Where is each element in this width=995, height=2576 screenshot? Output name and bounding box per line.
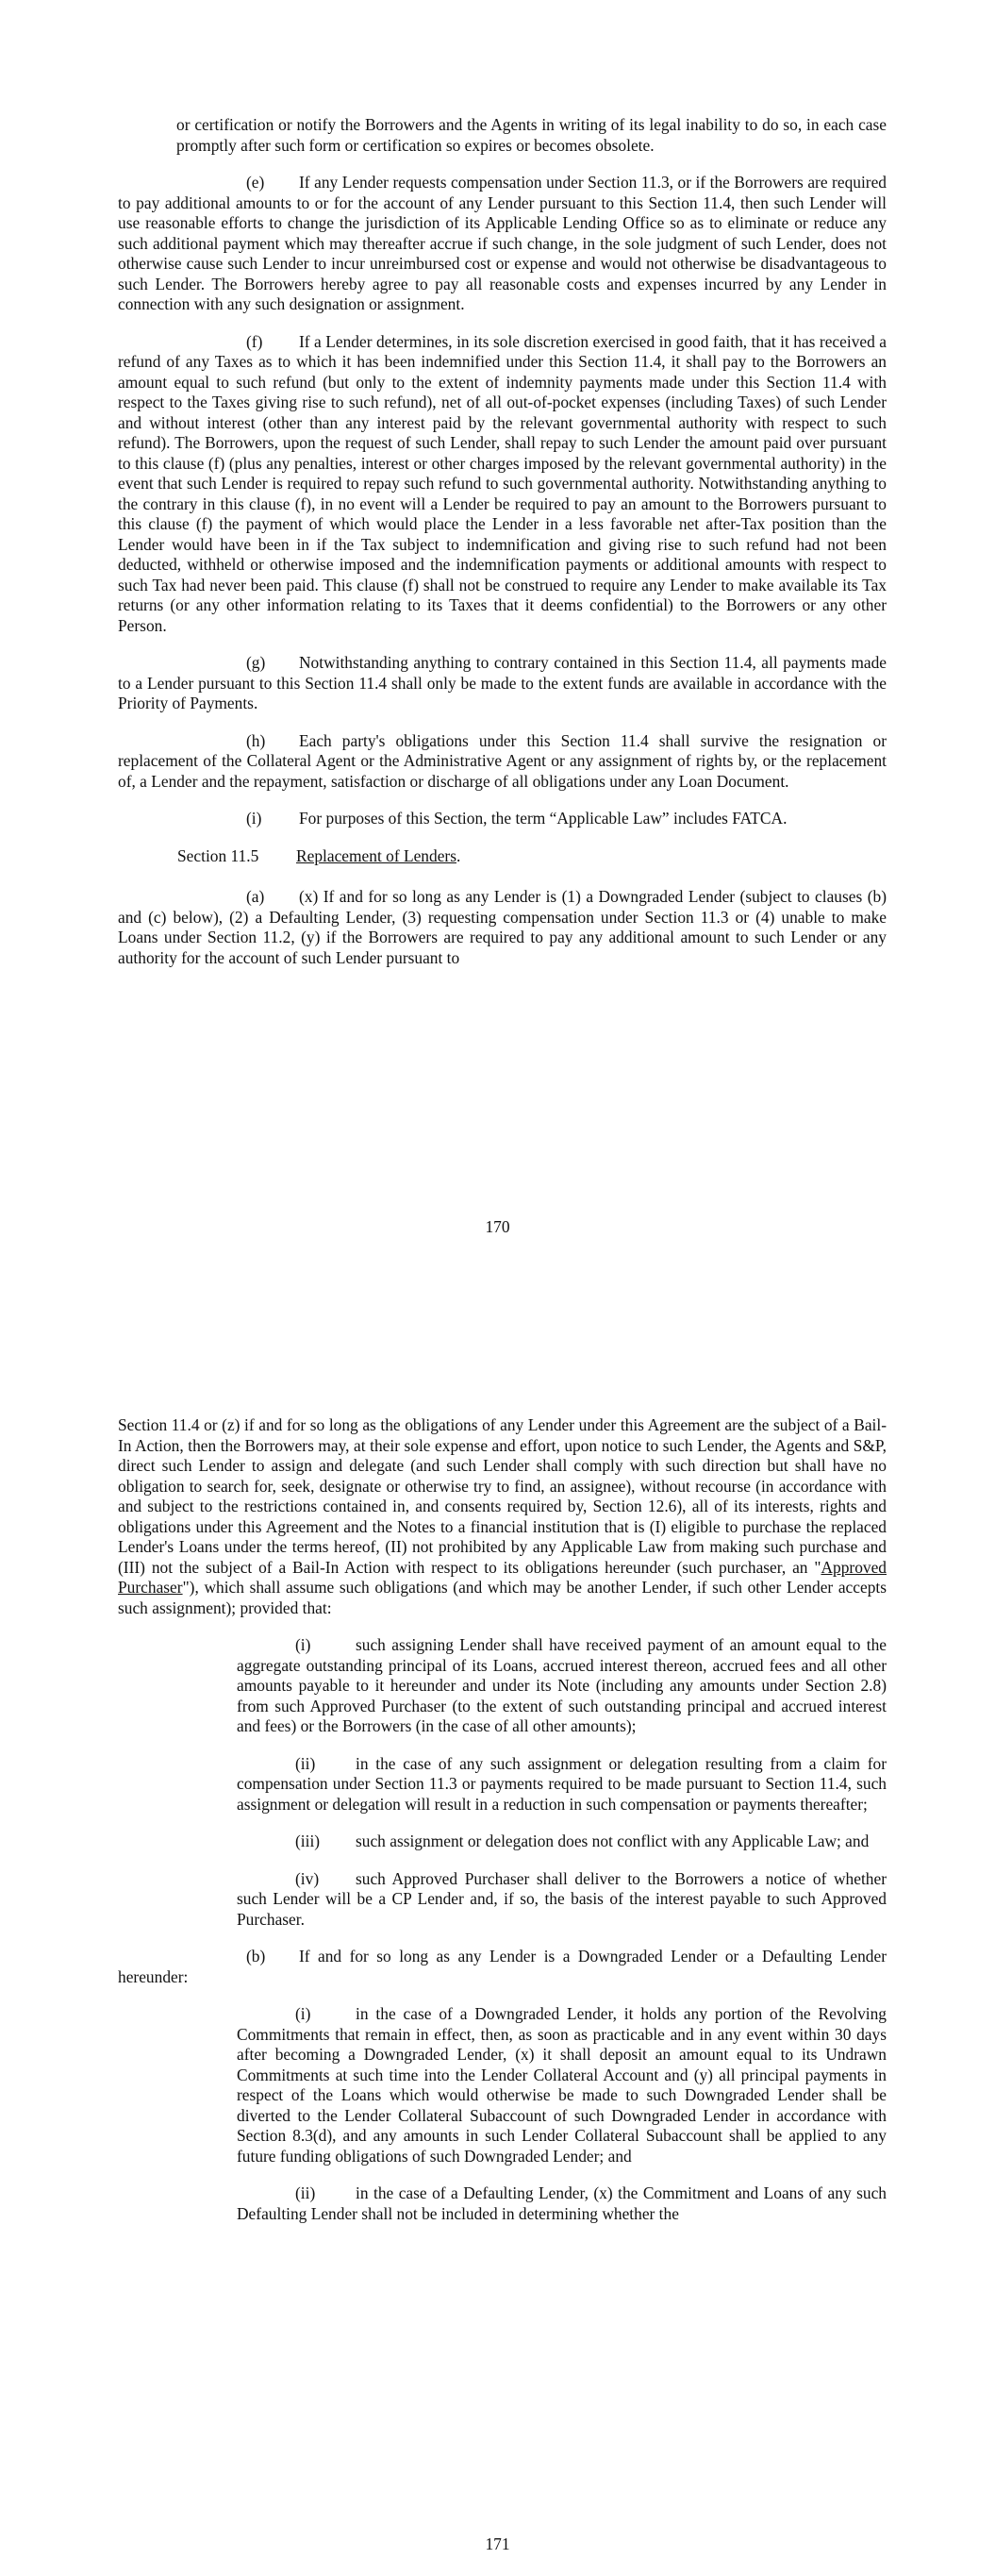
paragraph-label: (g) (246, 653, 266, 672)
subparagraph-text: such assignment or delegation does not conflict with any Applicable Law; and (356, 1832, 870, 1850)
paragraph-label: (e) (246, 173, 265, 192)
subparagraph-text: such assigning Lender shall have received payment of an amount equal to the aggregate outstanding principal of its Loans, accrued interest thereon, accrued fees and all other amounts payable to it hereunder and under its Note (including any amounts under Section 2.8) from such Approved Purchaser (to the extent of such outstanding principal and accrued interest and fees) or the Borrowers (in the case of all other amounts); (237, 1635, 887, 1735)
subparagraph-text: such Approved Purchaser shall deliver to the Borrowers a notice of whether such Lender will be a CP Lender and, if so, the basis of the interest payable to such Approved Purchaser. (237, 1868, 887, 1929)
subparagraph-ii (237, 2183, 887, 2224)
paragraph-b (118, 1947, 887, 1987)
subparagraph-ii (237, 1754, 887, 1815)
paragraph-text: Notwithstanding anything to contrary contained in this Section 11.4, all payments made to a Lender pursuant to this Section 11.4 shall only be made to the extent funds are available in accordance with the Priority of Payments. (118, 653, 887, 712)
subparagraph-label: (ii) (295, 2183, 316, 2202)
paragraph-g (118, 653, 887, 714)
subparagraph-label: (ii) (295, 1753, 316, 1773)
paragraph-i (118, 809, 887, 829)
continuation-paragraph: or certification or notify the Borrowers and the Agents in writing of its legal inability to do so, in each case promptly after such form or certification so expires or becomes obsolete. (176, 115, 887, 155)
paragraph-label: (i) (246, 809, 262, 828)
defined-term: Approved Purchaser (118, 1557, 887, 1597)
paragraph-text: If any Lender requests compensation under Section 11.3, or if the Borrowers are required to pay additional amounts to or for the account of any Lender pursuant to this Section 11.4, then such Lender will use reasonable efforts to change the jurisdiction of its Applicable Lending Office so as to eliminate or reduce any such additional payment which may thereafter accrue if such change, in the sole judgment of such Lender, does not otherwise cause such Lender to incur unreimbursed cost or expense and would not otherwise be disadvantageous to such Lender. The Borrowers hereby agree to pay all reasonable costs and expenses incurred by any Lender in connection with any such designation or assignment. (118, 173, 887, 313)
page-170 (0, 0, 995, 1264)
paragraph-text: For purposes of this Section, the term “Applicable Law” includes FATCA. (299, 809, 788, 828)
subparagraph-label: (iii) (295, 1832, 321, 1850)
paragraph-label: (b) (246, 1947, 266, 1965)
paragraph-f (118, 332, 887, 637)
subparagraph-label: (i) (295, 1635, 311, 1654)
page-171 (0, 1264, 995, 2576)
page-170-body (118, 115, 887, 985)
subparagraph-text: in the case of any such assignment or delegation resulting from a claim for compensation under Section 11.3 or payments required to be made pursuant to Section 11.4, such assignment or delegation will result in a reduction in such compensation or payments thereafter; (237, 1753, 887, 1814)
paragraph-label: (h) (246, 730, 266, 750)
paragraph-a (118, 887, 887, 968)
page-171-body (118, 1415, 887, 2241)
page-number: 170 (485, 1217, 510, 1236)
subparagraph-i (237, 2004, 887, 2166)
section-title-period: . (456, 845, 461, 865)
paragraph-label: (f) (246, 331, 263, 351)
paragraph-text: If and for so long as any Lender is a Downgraded Lender or a Defaulting Lender hereunder: (118, 1947, 887, 1986)
section-title: Replacement of Lenders (296, 845, 456, 865)
section-number: Section 11.5 (177, 845, 259, 865)
subparagraph-label: (i) (295, 2004, 311, 2023)
section-heading (118, 846, 887, 867)
paragraph-label: (a) (246, 887, 265, 906)
paragraph-text: (x) If and for so long as any Lender is (1) a Downgraded Lender (subject to clauses (b) and (c) below), (2) a Defaulting Lender, (3) requesting compensation under Section 11.3 or (4) unable to make Loans under Section 11.2, (y) if the Borrowers are required to pay any additional amount to such Lender or any authority for the account of such Lender pursuant to (118, 887, 887, 967)
page-number: 171 (485, 2534, 510, 2553)
subparagraph-text: in the case of a Defaulting Lender, (x) the Commitment and Loans of any such Defaulting Lender shall not be included in determining whether the (237, 2183, 887, 2223)
subparagraph-label: (iv) (295, 1868, 320, 1888)
paragraph-text: "), which shall assume such obligations (and which may be another Lender, if such other Lender accepts such assignment); provided that: (118, 1578, 887, 1617)
subparagraph-text: in the case of a Downgraded Lender, it holds any portion of the Revolving Commitments that remain in effect, then, as soon as practicable and in any event within 30 days after becoming a Downgraded Lender, (x) it shall deposit an amount equal to its Undrawn Commitments at such time into the Lender Collateral Account and (y) all principal payments in respect of the Loans which would otherwise be made to such Downgraded Lender shall be diverted to the Lender Collateral Subaccount of such Downgraded Lender in accordance with Section 8.3(d), and any amounts in such Lender Collateral Subaccount shall be applied to any future funding obligations of such Downgraded Lender; and (237, 2004, 887, 2166)
paragraph-text: Each party's obligations under this Section 11.4 shall survive the resignation or replacement of the Collateral Agent or the Administrative Agent or any assignment of rights by, or the replacement of, a Lender and the repayment, satisfaction or discharge of all obligations under any Loan Document. (118, 730, 887, 791)
subparagraph-i (237, 1635, 887, 1737)
paragraph-text: Section 11.4 or (z) if and for so long as the obligations of any Lender under this Agreement are the subject of a Bail-In Action, then the Borrowers may, at their sole expense and effort, upon notice to such Lender, the Agents and S&P, direct such Lender to assign and delegate (and such Lender shall comply with such direction but shall have no obligation to search for, seek, designate or otherwise try to find, an assignee), without recourse (in accordance with and subject to the restrictions contained in, and consents required by, Section 12.6), all of its interests, rights and obligations under this Agreement and the Notes to a financial institution that is (I) eligible to purchase the replaced Lender's Loans under the terms hereof, (II) not prohibited by any Applicable Law from making such purchase and (III) not the subject of a Bail-In Action with respect to its obligations hereunder (such purchaser, an " (118, 1415, 887, 1577)
subparagraph-iii (237, 1832, 887, 1852)
paragraph-h (118, 731, 887, 793)
subparagraph-iv (237, 1869, 887, 1931)
paragraph-e (118, 173, 887, 315)
paragraph-a-continuation (118, 1415, 887, 1618)
paragraph-text: If a Lender determines, in its sole discretion exercised in good faith, that it has received a refund of any Taxes as to which it has been indemnified under this Section 11.4, it shall pay to the Borrowers an amount equal to such refund (but only to the extent of indemnity payments made under this Section 11.4 with respect to the Taxes giving rise to such refund), net of all out-of-pocket expenses (including Taxes) of such Lender and without interest (other than any interest paid by the relevant governmental authority with respect to such refund). The Borrowers, upon the request of such Lender, shall repay to such Lender the amount paid over pursuant to this clause (f) (plus any penalties, interest or other charges imposed by the relevant governmental authority) in the event that such Lender is required to repay such refund to such governmental authority. Notwithstanding anything to the contrary in this clause (f), in no event will a Lender be required to pay an amount to the Borrowers pursuant to this clause (f) the payment of which would place the Lender in a less favorable net after-Tax position than the Lender would have been in if the Tax subject to indemnification and giving rise to such refund had not been deducted, withheld or otherwise imposed and the indemnification payments or additional amounts with respect to such Tax had never been paid. This clause (f) shall not be construed to require any Lender to make available its Tax returns (or any other information relating to its Taxes that it deems confidential) to the Borrowers or any other Person. (118, 331, 887, 635)
